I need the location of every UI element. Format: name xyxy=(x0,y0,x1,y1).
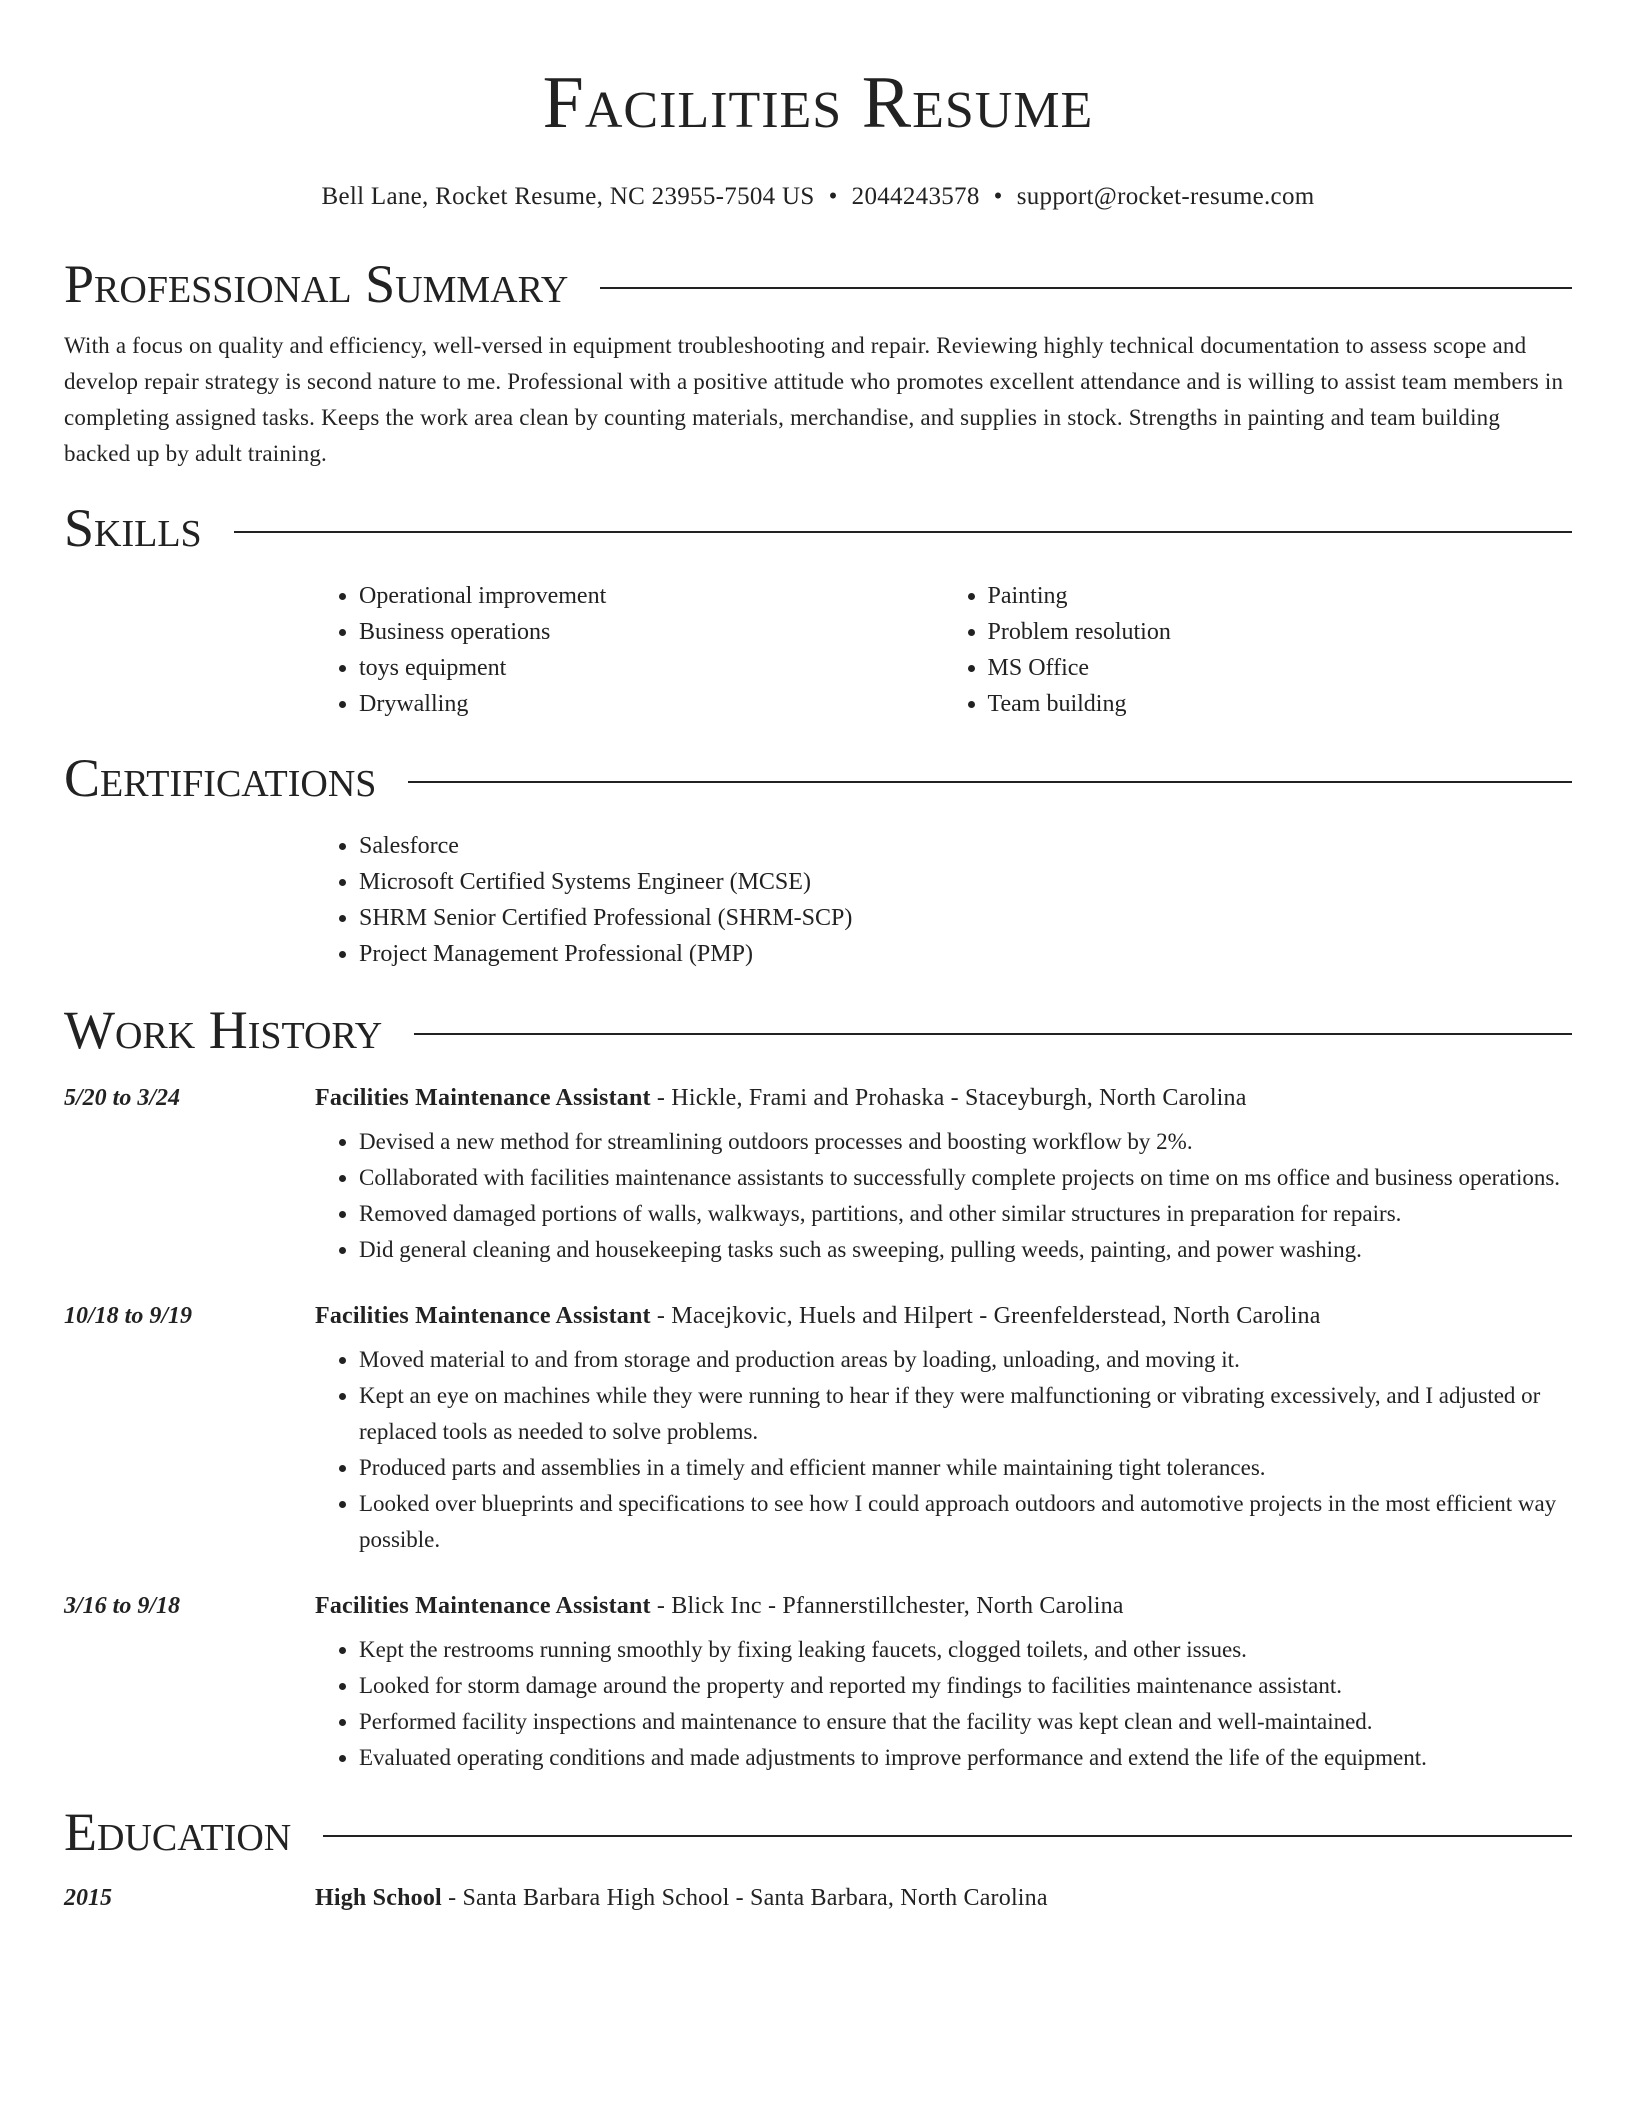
certification-item: • Microsoft Certified Systems Engineer (MCSE) xyxy=(359,864,1572,900)
education-school: - Santa Barbara High School - Santa Barbara, North Carolina xyxy=(441,1885,1048,1911)
education-section-header xyxy=(64,1802,1572,1862)
skills-column-left xyxy=(315,578,944,722)
education-heading xyxy=(315,1880,1572,1916)
certification-item: • SHRM Senior Certified Professional (SHRM-SCP) xyxy=(359,900,1572,936)
job-bullet: • Devised a new method for streamlining outdoors processes and boosting workflow by 2%. xyxy=(359,1124,1572,1160)
job-bullet: • Produced parts and assemblies in a timely and efficient manner while maintaining tight tolerances. xyxy=(359,1450,1572,1486)
skills-column-right xyxy=(944,578,1573,722)
skills-section-header xyxy=(64,498,1572,558)
summary-section-header xyxy=(64,254,1572,314)
section-title: Certifications xyxy=(64,748,377,808)
section-title: Skills xyxy=(64,498,202,558)
job-body xyxy=(315,1298,1572,1558)
skill-item: • toys equipment xyxy=(359,650,944,686)
job-company: - Blick Inc - Pfannerstillchester, North Carolina xyxy=(650,1593,1124,1619)
job-company: - Macejkovic, Huels and Hilpert - Greenfelderstead, North Carolina xyxy=(650,1303,1321,1329)
work-history-section-header xyxy=(64,1000,1572,1060)
job-role: Facilities Maintenance Assistant xyxy=(315,1593,651,1619)
job-heading xyxy=(315,1080,1572,1116)
skill-item: • Operational improvement xyxy=(359,578,944,614)
job-entry xyxy=(64,1588,1572,1776)
contact-line xyxy=(64,182,1572,212)
job-bullet: • Evaluated operating conditions and made adjustments to improve performance and extend the life of the equipment. xyxy=(359,1740,1572,1776)
job-heading xyxy=(315,1298,1572,1334)
job-dates: 5/20 to 3/24 xyxy=(64,1085,181,1111)
skill-item: • Problem resolution xyxy=(988,614,1573,650)
address: Bell Lane, Rocket Resume, NC 23955-7504 US xyxy=(321,183,815,210)
job-bullets xyxy=(315,1124,1572,1268)
job-bullet: • Kept an eye on machines while they were running to hear if they were malfunctioning or vibrating excessively, and I adjusted or replaced tools as needed to solve problems. xyxy=(359,1378,1572,1450)
job-entry xyxy=(64,1080,1572,1268)
job-dates: 10/18 to 9/19 xyxy=(64,1303,193,1329)
job-heading xyxy=(315,1588,1572,1624)
email: support@rocket-resume.com xyxy=(1016,183,1315,210)
section-title: Education xyxy=(64,1802,292,1862)
skill-item: • MS Office xyxy=(988,650,1573,686)
job-role: Facilities Maintenance Assistant xyxy=(315,1085,651,1111)
job-bullet: • Collaborated with facilities maintenance assistants to successfully complete projects on time on ms office and business operations. xyxy=(359,1160,1572,1196)
summary-text: With a focus on quality and efficiency, well-versed in equipment troubleshooting and repair. Reviewing highly technical documentation to assess scope and develop repair strategy is second nature to me. Professional with a positive attitude who promotes excellent attendance and is willing to assist team members in completing assigned tasks. Keeps the work area clean by counting materials, merchandise, and supplies in stock. Strengths in painting and team building backed up by adult training. xyxy=(64,333,1564,466)
skill-item: • Drywalling xyxy=(359,686,944,722)
certification-item: • Salesforce xyxy=(359,828,1572,864)
section-divider xyxy=(234,531,1572,533)
resume-title: Facilities Resume xyxy=(542,62,1094,144)
education-year: 2015 xyxy=(64,1885,112,1911)
separator: • xyxy=(993,183,1003,210)
education-body xyxy=(315,1880,1572,1924)
certifications-list xyxy=(315,828,1572,972)
section-divider xyxy=(323,1835,1572,1837)
job-bullet: • Performed facility inspections and maintenance to ensure that the facility was kept clean and well-maintained. xyxy=(359,1704,1572,1740)
job-bullet: • Removed damaged portions of walls, walkways, partitions, and other similar structures in preparation for repairs. xyxy=(359,1196,1572,1232)
section-divider xyxy=(600,287,1572,289)
job-bullet: • Looked for storm damage around the property and reported my findings to facilities maintenance assistant. xyxy=(359,1668,1572,1704)
job-bullet: • Looked over blueprints and specifications to see how I could approach outdoors and automotive projects in the most efficient way possible. xyxy=(359,1486,1572,1558)
skill-item: • Painting xyxy=(988,578,1573,614)
skill-item: • Team building xyxy=(988,686,1573,722)
separator: • xyxy=(828,183,838,210)
job-bullet: • Moved material to and from storage and production areas by loading, unloading, and moving it. xyxy=(359,1342,1572,1378)
section-divider xyxy=(414,1033,1572,1035)
job-bullets xyxy=(315,1632,1572,1776)
education-degree: High School xyxy=(315,1885,442,1911)
job-bullets xyxy=(315,1342,1572,1558)
certification-item: • Project Management Professional (PMP) xyxy=(359,936,1572,972)
education-entry xyxy=(64,1880,1572,1924)
job-body xyxy=(315,1080,1572,1268)
job-bullet: • Did general cleaning and housekeeping tasks such as sweeping, pulling weeds, painting, and power washing. xyxy=(359,1232,1572,1268)
job-entry xyxy=(64,1298,1572,1558)
skill-item: • Business operations xyxy=(359,614,944,650)
skills-list xyxy=(315,578,1572,722)
section-divider xyxy=(408,781,1572,783)
phone: 2044243578 xyxy=(851,183,980,210)
certifications-section-header xyxy=(64,748,1572,808)
job-bullet: • Kept the restrooms running smoothly by fixing leaking faucets, clogged toilets, and other issues. xyxy=(359,1632,1572,1668)
job-dates: 3/16 to 9/18 xyxy=(64,1593,181,1619)
job-body xyxy=(315,1588,1572,1776)
job-role: Facilities Maintenance Assistant xyxy=(315,1303,651,1329)
section-title: Professional Summary xyxy=(64,254,569,314)
section-title: Work History xyxy=(64,1000,383,1060)
job-company: - Hickle, Frami and Prohaska - Staceyburgh, North Carolina xyxy=(650,1085,1247,1111)
